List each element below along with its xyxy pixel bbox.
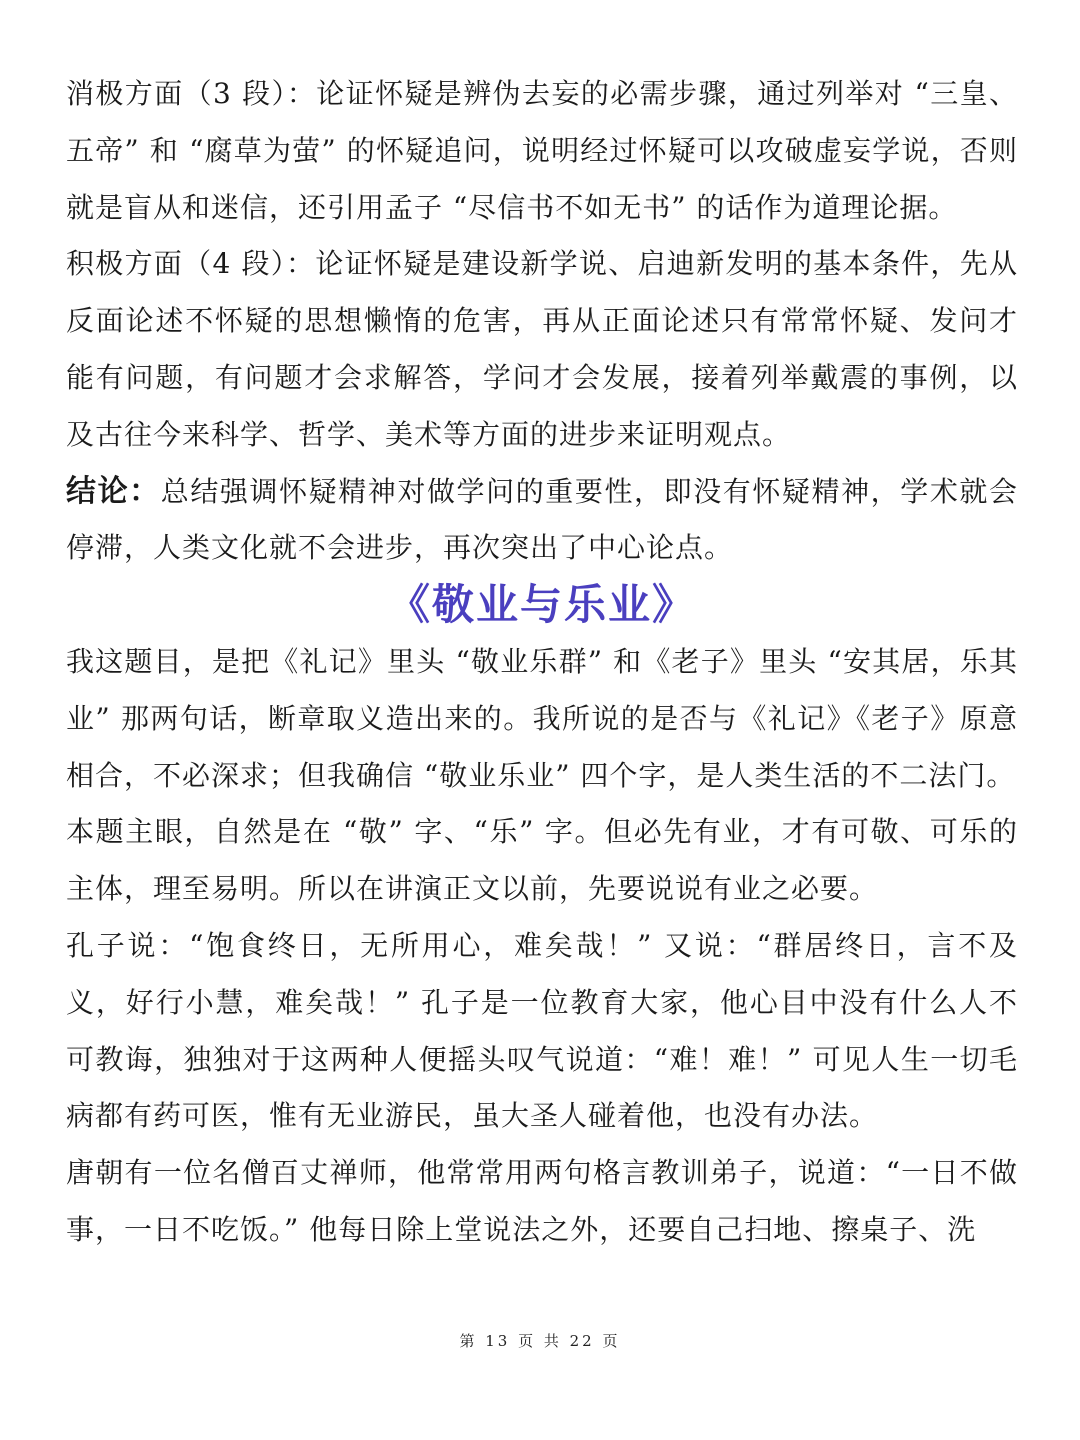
paragraph-conclusion bbox=[66, 464, 1018, 578]
paragraph-negative-aspect: 消极方面（3 段）：论证怀疑是辨伪去妄的必需步骤，通过列举对 “三皇、五帝” 和 “腐草为萤” 的怀疑追问，说明经过怀疑可以攻破虚妄学说，否则就是盲从和迷信，还引用孟子 “尽信书不如无书” 的话作为道理论据。 bbox=[66, 77, 1018, 224]
paragraph-main-point: 本题主眼，自然是在 “敬” 字、“乐” 字。但必先有业，才有可敬、可乐的主体，理至易明。所以在讲演正文以前，先要说说有业之必要。 bbox=[66, 815, 1018, 906]
paragraph-baizhang: 唐朝有一位名僧百丈禅师，他常常用两句格言教训弟子，说道：“一日不做事，一日不吃饭。” 他每日除上堂说法之外，还要自己扫地、擦桌子、洗 bbox=[66, 1156, 1018, 1246]
paragraph-intro: 我这题目，是把《礼记》里头 “敬业乐群” 和《老子》里头 “安其居，乐其业” 那两句话，断章取义造出来的。我所说的是否与《礼记》《老子》原意相合，不必深求；但我确信 “敬业乐业” 四个字，是人类生活的不二法门。 bbox=[66, 644, 1018, 792]
conclusion-text: 总结强调怀疑精神对做学问的重要性，即没有怀疑精神，学术就会停滞，人类文化就不会进步，再次突出了中心论点。 bbox=[66, 474, 1018, 565]
paragraph-confucius: 孔子说：“饱食终日，无所用心，难矣哉！” 又说：“群居终日，言不及义，好行小慧，难矣哉！” 孔子是一位教育大家，他心目中没有什么人不可教诲，独独对于这两种人便摇头叹气说道：“难！难！” 可见人生一切毛病都有药可医，惟有无业游民，虽大圣人碰着他，也没有办法。 bbox=[66, 928, 1018, 1133]
essay-title: 《敬业与乐业》 bbox=[387, 580, 696, 630]
paragraph-positive-aspect: 积极方面（4 段）：论证怀疑是建设新学说、启迪新发明的基本条件，先从反面论述不怀疑的思想懒惰的危害，再从正面论述只有常常怀疑、发问才能有问题，有问题才会求解答，学问才会发展，接着列举戴震的事例，以及古往今来科学、哲学、美术等方面的进步来证明观点。 bbox=[66, 247, 1018, 451]
document-page bbox=[66, 66, 1018, 1259]
conclusion-label: 结论： bbox=[66, 473, 161, 509]
page-number-footer: 第 13 页 共 22 页 bbox=[459, 1332, 621, 1350]
